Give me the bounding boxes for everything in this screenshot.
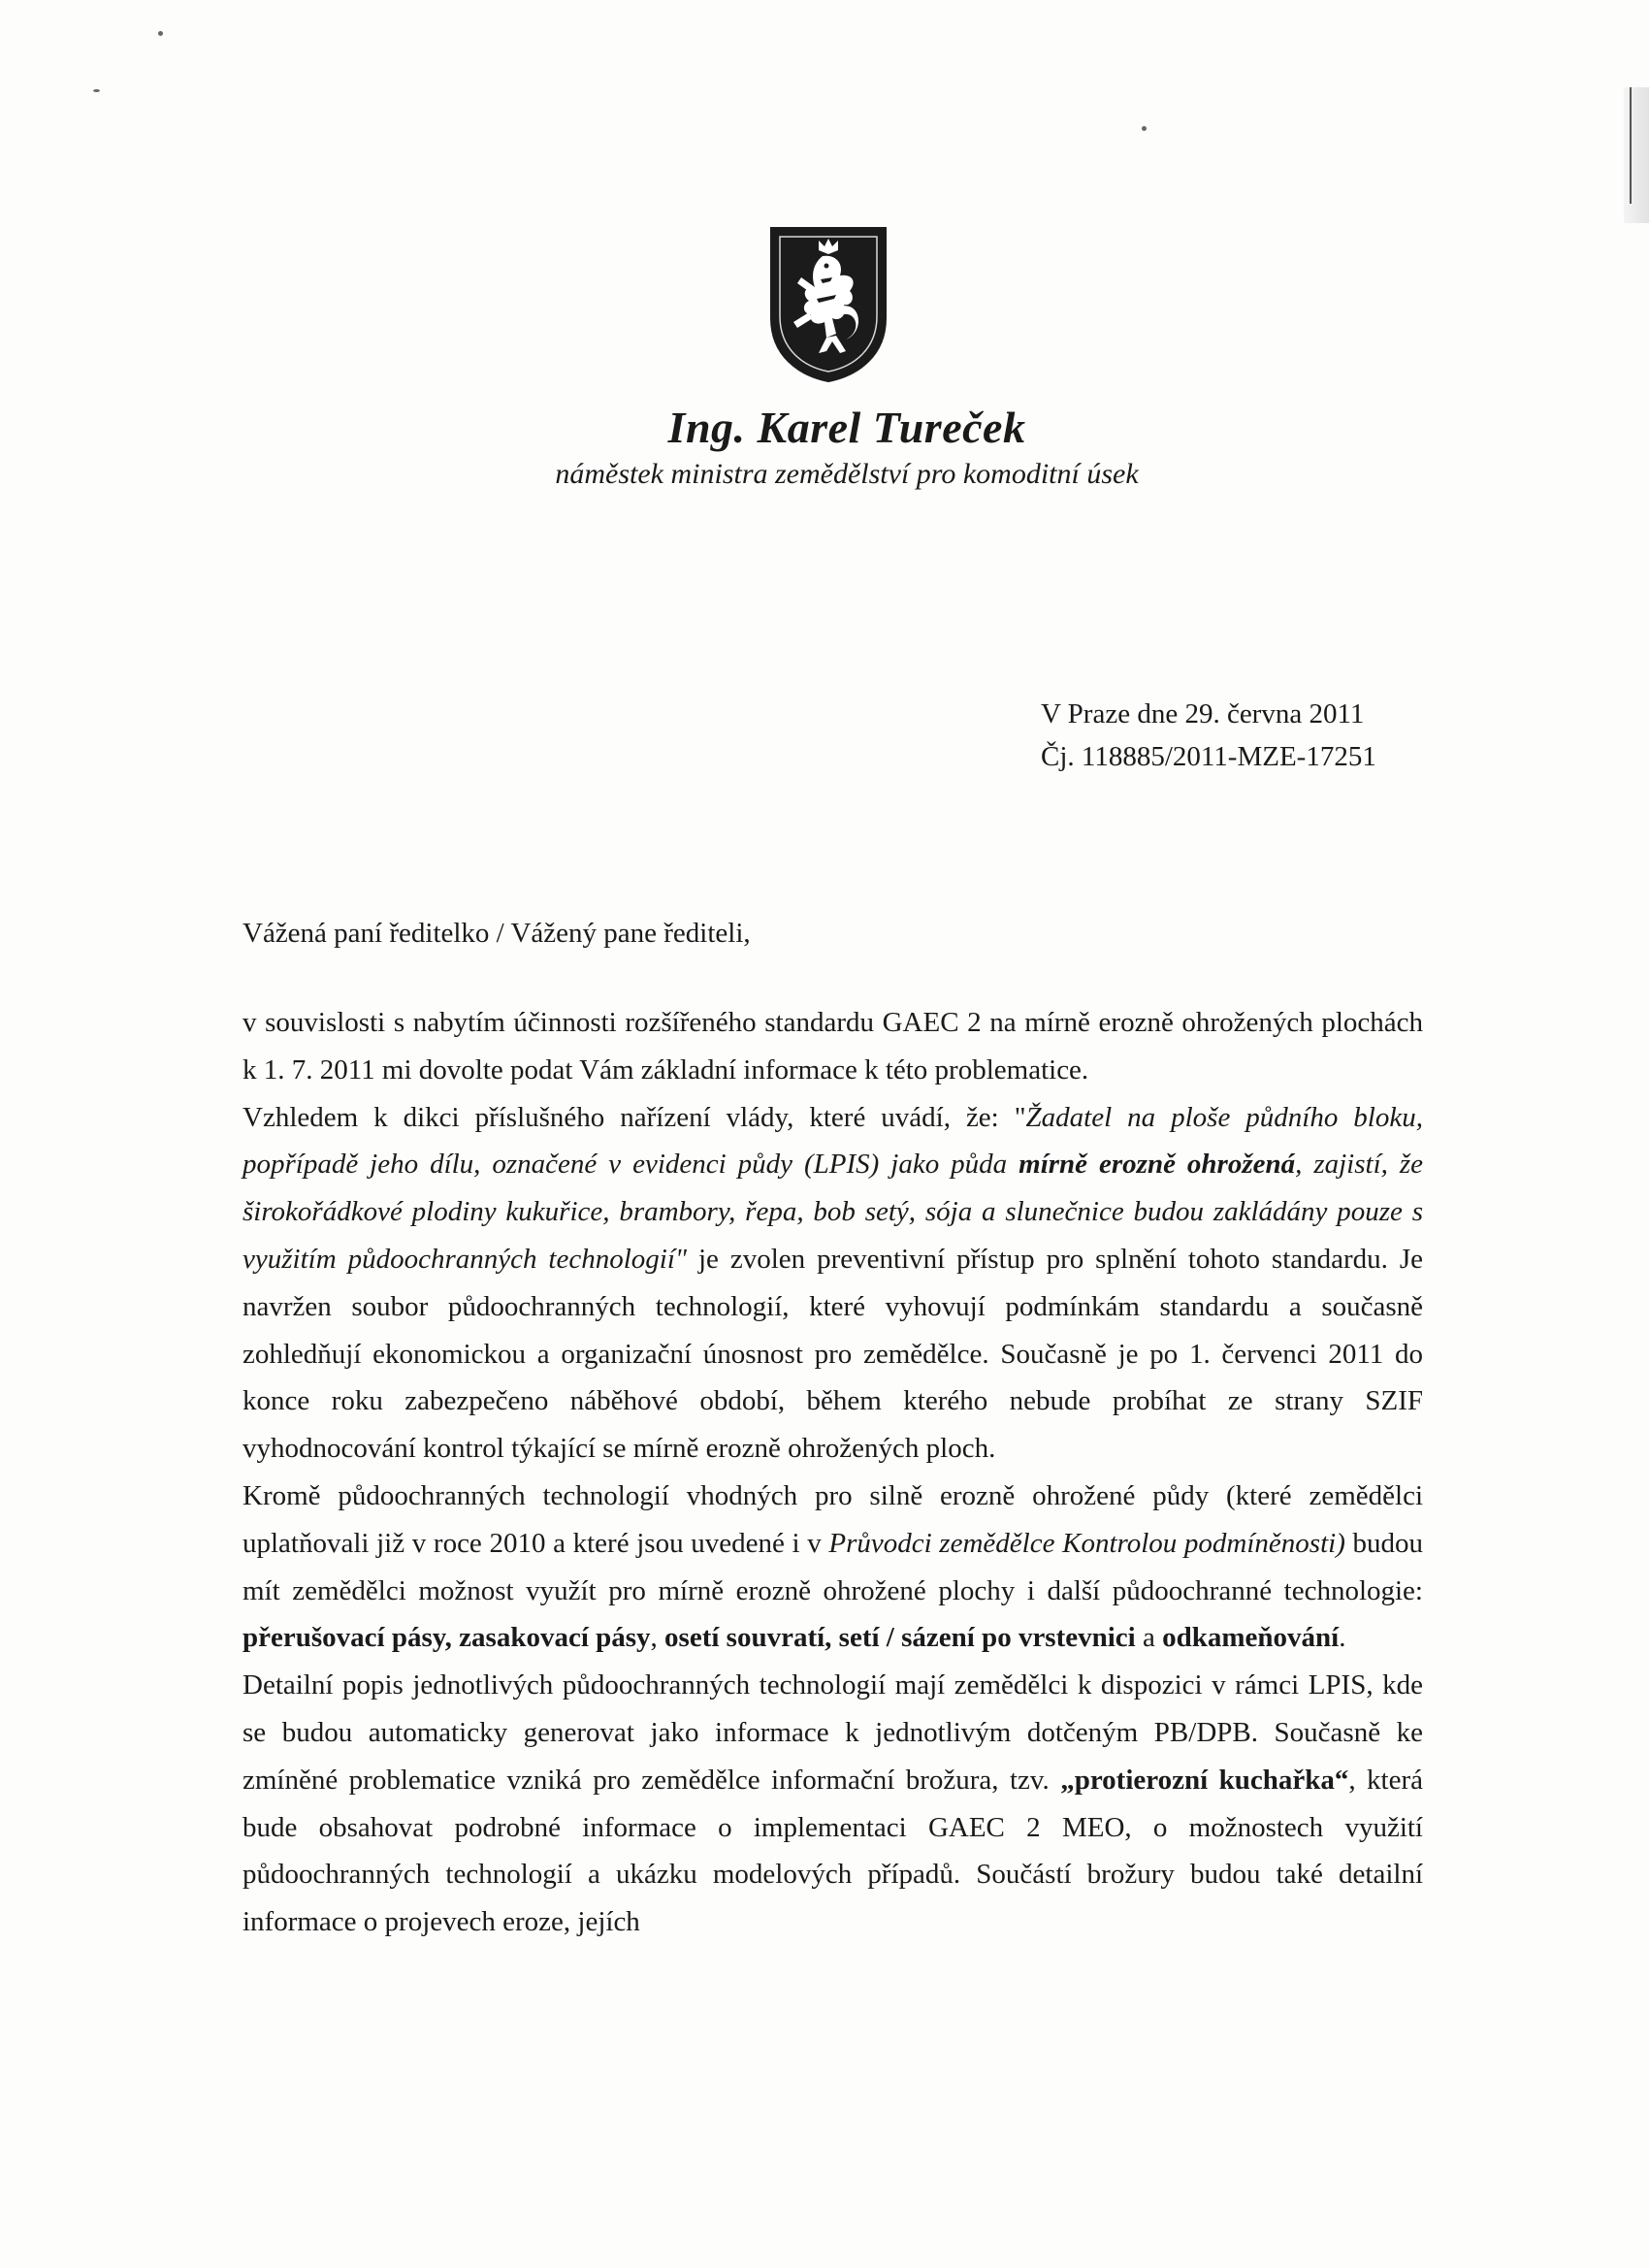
text-span: budou mít zemědělci možnost využít pro mírně erozně ohrožené plochy i další půdoochranné technologie: [242, 1527, 1424, 1606]
author-role: náměstek ministra zemědělství pro komoditní úsek [555, 458, 1139, 490]
paragraph-regulation [242, 1094, 1423, 1473]
technology-term: zasakovací pásy [459, 1622, 651, 1654]
guide-title-span: Průvodci zemědělce Kontrolou podmíněnosti) [828, 1527, 1345, 1559]
technology-term: odkameňování [1162, 1622, 1340, 1654]
scan-speck [158, 31, 163, 36]
quote-span: Žadatel na ploše půdního bloku, popřípadě jeho dílu, označené v evidenci půdy (LPIS) jako půda [242, 1101, 1423, 1181]
text-span: , [650, 1622, 665, 1654]
text-span: , která bude obsahovat podrobné informace o implementaci GAEC 2 MEO, o možnostech využití půdoochranných technologií a ukázku modelových případů. Součástí brožury budou také detailní informace o projevech eroze, jejích [242, 1764, 1423, 1938]
scan-speck [93, 89, 100, 92]
text-span: Kromě půdoochranných technologií vhodných pro silně erozně ohrožené půdy (které zemědělci uplatňovali již v roce 2010 a které jsou uvedené i v [242, 1479, 1423, 1559]
letter-meta [1041, 693, 1376, 778]
brochure-name: „protierozní kuchařka“ [1060, 1764, 1349, 1796]
emphasis-span: mírně erozně ohrožená [1018, 1149, 1296, 1181]
text-span: je zvolen preventivní přístup pro splnění tohoto standardu. Je navržen soubor půdoochranných technologií, které vyhovují podmínkám standardu a současně zohledňují ekonomickou a organizační únosnost pro zemědělce. Současně je po 1. červenci 2011 do konce roku zabezpečeno náběhové období, během kterého nebude probíhat ze strany SZIF vyhodnocování kontrol týkající se mírně erozně ohrožených ploch. [242, 1243, 1423, 1465]
text-span: Vzhledem k dikci příslušného nařízení vlády, které uvádí, že: " [242, 1101, 1026, 1133]
technology-term: osetí souvratí, setí / sázení po vrstevnici [664, 1622, 1136, 1654]
technology-term: přerušovací pásy [242, 1622, 445, 1654]
paragraph-details [242, 1662, 1423, 1946]
text-span: a [1135, 1622, 1163, 1654]
quote-span: , zajistí, že širokořádkové plodiny kukuřice, brambory, řepa, bob setý, sója a slunečnice budou zakládány pouze s využitím půdoochranných technologií" [242, 1149, 1424, 1275]
text-span: Detailní popis jednotlivých půdoochranných technologií mají zemědělci k dispozici v rámci LPIS, kde se budou automaticky generovat jako informace k jednotlivým dotčeným PB/DPB. Současně ke zmíněné problematice vzniká pro zemědělce informační brožura, tzv. [242, 1669, 1423, 1796]
scan-edge-mark [1624, 87, 1649, 223]
reference-number: Čj. 118885/2011-MZE-17251 [1041, 741, 1376, 772]
paragraph-technologies [242, 1473, 1423, 1662]
text-span: . [1339, 1622, 1346, 1654]
paragraph-intro: v souvislosti s nabytím účinnosti rozšířeného standardu GAEC 2 na mírně erozně ohrožených plochách k 1. 7. 2011 mi dovolte podat Vám základní informace k této problematice. [242, 1007, 1423, 1085]
place-date: V Praze dne 29. června 2011 [1041, 698, 1365, 729]
text-span: , [444, 1622, 460, 1654]
czech-coat-of-arms-icon [768, 225, 889, 384]
salutation: Vážená paní ředitelko / Vážený pane řediteli, [242, 918, 751, 949]
author-name: Ing. Karel Tureček [667, 403, 1026, 452]
letter-body [242, 999, 1423, 1946]
scan-speck [1142, 126, 1147, 131]
